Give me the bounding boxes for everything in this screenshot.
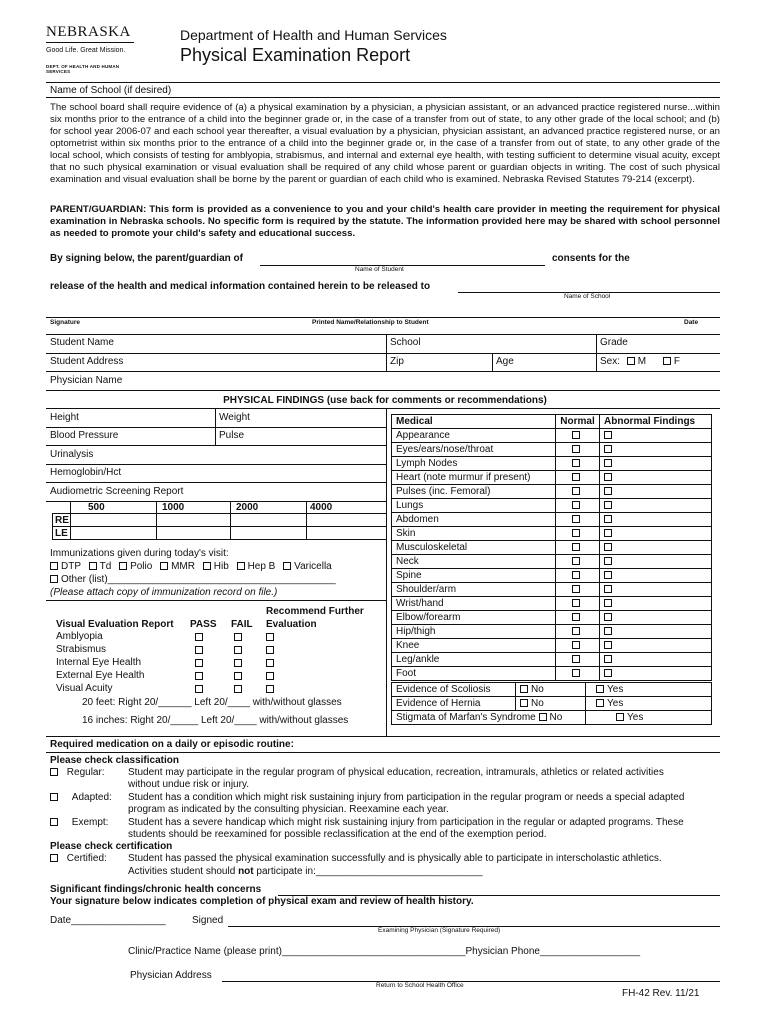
classification-title: Please check classification xyxy=(50,755,179,766)
normal-checkbox[interactable] xyxy=(572,585,580,593)
medical-row xyxy=(392,569,712,583)
visual-fail-checkbox[interactable] xyxy=(234,659,242,667)
student-address-field[interactable]: Student Address xyxy=(50,356,124,367)
scoliosis-no-checkbox[interactable] xyxy=(520,685,528,693)
physician-name-field[interactable]: Physician Name xyxy=(50,375,123,386)
medical-item-label: Knee xyxy=(392,639,556,653)
height-field[interactable]: Height xyxy=(50,412,79,423)
sex-field xyxy=(600,356,680,367)
freq-2000: 2000 xyxy=(236,502,259,513)
normal-checkbox[interactable] xyxy=(572,613,580,621)
normal-checkbox[interactable] xyxy=(572,655,580,663)
abnormal-checkbox[interactable] xyxy=(604,571,612,579)
visual-pass-checkbox[interactable] xyxy=(195,685,203,693)
adapted-text-1: Student has a condition which might risk sustaining injury from participation in the regular program or needs a special adapted xyxy=(128,792,685,803)
medical-item-label: Foot xyxy=(392,667,556,681)
abnormal-checkbox[interactable] xyxy=(604,431,612,439)
normal-checkbox[interactable] xyxy=(572,529,580,537)
normal-checkbox[interactable] xyxy=(572,571,580,579)
right-ear-label: RE xyxy=(55,515,69,526)
other-label: Other (list)_________________________________________ xyxy=(61,574,336,585)
visual-recommend-checkbox[interactable] xyxy=(266,659,274,667)
abnormal-checkbox[interactable] xyxy=(604,543,612,551)
abnormal-checkbox[interactable] xyxy=(604,473,612,481)
regular-checkbox[interactable] xyxy=(50,768,58,776)
printed-name-caption: Printed Name/Relationship to Student xyxy=(312,319,429,326)
visual-title: Visual Evaluation Report xyxy=(56,619,174,630)
abnormal-checkbox[interactable] xyxy=(604,655,612,663)
weight-field[interactable]: Weight xyxy=(219,412,250,423)
visual-recommend-checkbox[interactable] xyxy=(266,672,274,680)
hernia-no-label: No xyxy=(531,698,544,709)
intro-text: The school board shall require evidence of (a) a physical examination by a physician, a physician assistant, or an advanced practice registered nurse...within six months prior to the entrance of a child into the beginner grade or, in the case of a transfer from out of state, to any other grade of the local school; and (b) for school year 2006-07 and each school year thereafter, a visual evaluation by a physician, physician assistant, an advanced practice registered nurse, or an optometrist within six months prior to the entrance of a child into the beginner grade or, in the case of a transfer from out of state, to any other grade of the local school, which consists of testing for amblyopia, strabismus, and internal and external eye health, with testing sufficient to determine visual acuity, except that no such physical examination or visual evaluation shall be required of any child whose parent or guardian objects in writing. The cost of such physical examination and visual evaluation shall be borne by the parent or guardian of each child who is examined. Nebraska Revised Statutes 79-214 (excerpt). xyxy=(50,102,720,185)
mmr-label: MMR xyxy=(171,561,195,572)
abnormal-checkbox[interactable] xyxy=(604,459,612,467)
normal-checkbox[interactable] xyxy=(572,431,580,439)
normal-checkbox[interactable] xyxy=(572,599,580,607)
form-id: FH-42 Rev. 11/21 xyxy=(622,988,700,999)
exempt-text-1: Student has a severe handicap which might risk sustaining injury from participation in the regular or adapted programs. These xyxy=(128,817,684,828)
varicella-checkbox[interactable] xyxy=(283,562,291,570)
visual-fail-checkbox[interactable] xyxy=(234,672,242,680)
scoliosis-yes-label: Yes xyxy=(607,684,624,695)
hepb-label: Hep B xyxy=(247,561,276,572)
visual-pass-checkbox[interactable] xyxy=(195,659,203,667)
medical-row xyxy=(392,429,712,443)
conditions-table xyxy=(391,682,712,725)
medical-item-label: Musculoskeletal xyxy=(392,541,556,555)
medical-row xyxy=(392,611,712,625)
exempt-label: Exempt: xyxy=(71,817,109,828)
exempt-text-2: students should be reexamined for possible reclassification at the end of the exemption period. xyxy=(128,829,547,840)
freq-4000: 4000 xyxy=(310,502,333,513)
varicella-label: Varicella xyxy=(294,561,332,572)
visual-recommend-checkbox[interactable] xyxy=(266,633,274,641)
certified-text-2[interactable] xyxy=(128,866,483,877)
abnormal-checkbox[interactable] xyxy=(604,599,612,607)
marfan-yes-checkbox[interactable] xyxy=(616,713,624,721)
medical-row xyxy=(392,485,712,499)
hib-label: Hib xyxy=(213,561,229,572)
normal-checkbox[interactable] xyxy=(572,445,580,453)
normal-checkbox[interactable] xyxy=(572,557,580,565)
certified-text-1: Student has passed the physical examination successfully and is physically able to participate in interscholastic athletics. xyxy=(128,853,662,864)
immunizations-title: Immunizations given during today's visit: xyxy=(50,548,229,559)
logo-tagline: Good Life. Great Mission. xyxy=(46,47,126,54)
medical-item-label: Abdomen xyxy=(392,513,556,527)
normal-checkbox[interactable] xyxy=(572,459,580,467)
visual-pass-checkbox[interactable] xyxy=(195,672,203,680)
regular-option xyxy=(50,767,105,778)
medical-item-label: Pulses (inc. Femoral) xyxy=(392,485,556,499)
medical-row xyxy=(392,513,712,527)
page-title: Physical Examination Report xyxy=(180,45,411,65)
medical-item-label: Eyes/ears/nose/throat xyxy=(392,443,556,457)
sex-f-checkbox[interactable] xyxy=(663,357,671,365)
marfan-label: Stigmata of Marfan's Syndrome xyxy=(396,712,536,723)
normal-checkbox[interactable] xyxy=(572,501,580,509)
pass-header: PASS xyxy=(190,619,217,630)
logo xyxy=(46,24,142,74)
polio-label: Polio xyxy=(130,561,153,572)
visual-recommend-checkbox[interactable] xyxy=(266,685,274,693)
hernia-yes-label: Yes xyxy=(607,698,624,709)
abnormal-checkbox[interactable] xyxy=(604,557,612,565)
physician-address-line[interactable] xyxy=(222,981,720,982)
recommend-label-1: Recommend Further xyxy=(266,606,364,617)
internal-eye-label: Internal Eye Health xyxy=(56,657,142,668)
medical-table xyxy=(391,414,712,681)
visual-recommend-checkbox[interactable] xyxy=(266,646,274,654)
abnormal-checkbox[interactable] xyxy=(604,515,612,523)
medical-item-label: Neck xyxy=(392,555,556,569)
zip-field[interactable]: Zip xyxy=(390,356,404,367)
logo-dept: DEPT. OF HEALTH AND HUMAN SERVICES xyxy=(46,64,120,74)
normal-checkbox[interactable] xyxy=(572,515,580,523)
freq-1000: 1000 xyxy=(162,502,185,513)
certified-text-2b: not xyxy=(238,866,254,877)
medical-item-label: Lungs xyxy=(392,499,556,513)
marfan-no-checkbox[interactable] xyxy=(539,713,547,721)
medical-row xyxy=(392,653,712,667)
medical-header: Medical xyxy=(392,415,556,429)
td-label: Td xyxy=(99,561,112,572)
school-name-field[interactable]: Name of School (if desired) xyxy=(50,85,172,96)
sex-label: Sex: xyxy=(600,356,621,367)
exempt-option xyxy=(50,817,108,828)
blood-pressure-field[interactable]: Blood Pressure xyxy=(50,430,119,441)
visual-pass-checkbox[interactable] xyxy=(195,633,203,641)
freq-500: 500 xyxy=(88,502,105,513)
certification-title: Please check certification xyxy=(50,841,173,852)
findings-title: PHYSICAL FINDINGS (use back for comments or recommendations) xyxy=(223,395,547,406)
immunizations-list xyxy=(50,561,332,572)
recommend-label-2: Evaluation xyxy=(266,619,317,630)
medical-item-label: Spine xyxy=(392,569,556,583)
scoliosis-label: Evidence of Scoliosis xyxy=(392,683,516,697)
immunization-other xyxy=(50,574,336,585)
visual-fail-checkbox[interactable] xyxy=(234,633,242,641)
pulse-field[interactable]: Pulse xyxy=(219,430,245,441)
dtp-label: DTP xyxy=(61,561,81,572)
scoliosis-no-label: No xyxy=(531,684,544,695)
medical-item-label: Lymph Nodes xyxy=(392,457,556,471)
normal-checkbox[interactable] xyxy=(572,641,580,649)
normal-checkbox[interactable] xyxy=(572,627,580,635)
signed-label: Signed xyxy=(192,915,224,926)
certified-label: Certified: xyxy=(66,853,107,864)
signature-note: Your signature below indicates completion of physical exam and review of health history. xyxy=(50,896,474,907)
external-eye-label: External Eye Health xyxy=(56,670,145,681)
certified-text-2a: Activities student should xyxy=(128,866,239,877)
grade-field[interactable]: Grade xyxy=(600,337,628,348)
audiometric-title: Audiometric Screening Report xyxy=(50,486,184,497)
medical-row xyxy=(392,639,712,653)
visual-pass-checkbox[interactable] xyxy=(195,646,203,654)
age-field[interactable]: Age xyxy=(496,356,514,367)
normal-header: Normal xyxy=(556,415,600,429)
sex-f-label: F xyxy=(673,356,681,367)
name-of-student-caption: Name of Student xyxy=(355,266,404,273)
normal-checkbox[interactable] xyxy=(572,669,580,677)
medical-row xyxy=(392,597,712,611)
urinalysis-field[interactable]: Urinalysis xyxy=(50,449,94,460)
medical-item-label: Leg/ankle xyxy=(392,653,556,667)
adapted-checkbox[interactable] xyxy=(50,793,58,801)
normal-checkbox[interactable] xyxy=(572,543,580,551)
fail-header: FAIL xyxy=(231,619,253,630)
hemoglobin-field[interactable]: Hemoglobin/Hct xyxy=(50,467,122,478)
signature-caption: Signature xyxy=(50,319,80,326)
medical-row xyxy=(392,667,712,681)
consent-start: By signing below, the parent/guardian of xyxy=(50,253,243,264)
medical-row xyxy=(392,471,712,485)
normal-checkbox[interactable] xyxy=(572,473,580,481)
visual-fail-checkbox[interactable] xyxy=(234,685,242,693)
examining-physician-caption: Examining Physician (Signature Required) xyxy=(378,927,501,934)
immunization-note: (Please attach copy of immunization record on file.) xyxy=(50,587,278,598)
clinic-phone-field[interactable]: Clinic/Practice Name (please print)_________________________________Physician Phone__________________ xyxy=(128,946,641,957)
marfan-yes-label: Yes xyxy=(627,712,644,723)
normal-checkbox[interactable] xyxy=(572,487,580,495)
marfan-row xyxy=(392,711,586,725)
other-checkbox[interactable] xyxy=(50,575,58,583)
consent-end: consents for the xyxy=(552,253,630,264)
date-field[interactable]: Date_________________ xyxy=(50,915,166,926)
regular-label: Regular: xyxy=(66,767,105,778)
name-of-school-caption: Name of School xyxy=(564,293,611,300)
medical-item-label: Appearance xyxy=(392,429,556,443)
abnormal-checkbox[interactable] xyxy=(604,529,612,537)
medical-row xyxy=(392,625,712,639)
visual-fail-checkbox[interactable] xyxy=(234,646,242,654)
abnormal-checkbox[interactable] xyxy=(604,487,612,495)
abnormal-checkbox[interactable] xyxy=(604,501,612,509)
regular-text-1: Student may participate in the regular program of physical education, recreation, intramurals, athletics or related activities xyxy=(128,767,664,778)
certified-option xyxy=(50,853,107,864)
hib-checkbox[interactable] xyxy=(203,562,211,570)
student-name-field[interactable]: Student Name xyxy=(50,337,114,348)
acuity-16-inches[interactable]: 16 inches: Right 20/_____ Left 20/____ with/without glasses xyxy=(82,715,349,726)
school-field[interactable]: School xyxy=(390,337,421,348)
agency-name: Department of Health and Human Services xyxy=(180,27,447,43)
certified-text-2c: participate in:______________________________ xyxy=(253,866,483,877)
hernia-label: Evidence of Hernia xyxy=(392,697,516,711)
medical-row xyxy=(392,499,712,513)
sex-m-checkbox[interactable] xyxy=(627,357,635,365)
date-caption: Date xyxy=(684,319,699,326)
medical-row xyxy=(392,555,712,569)
acuity-20-feet[interactable]: 20 feet: Right 20/______ Left 20/____ with/without glasses xyxy=(82,697,342,708)
sex-m-label: M xyxy=(637,356,647,367)
abnormal-checkbox[interactable] xyxy=(604,585,612,593)
return-to-caption: Return to School Health Office xyxy=(376,982,464,989)
medical-row xyxy=(392,541,712,555)
medical-item-label: Skin xyxy=(392,527,556,541)
medical-row xyxy=(392,583,712,597)
scoliosis-yes-checkbox[interactable] xyxy=(596,685,604,693)
hepb-checkbox[interactable] xyxy=(237,562,245,570)
marfan-no-label: No xyxy=(549,712,563,723)
medical-item-label: Hip/thigh xyxy=(392,625,556,639)
consent-line1 xyxy=(50,253,243,264)
certified-checkbox[interactable] xyxy=(50,854,58,862)
logo-word: NEBRASKA xyxy=(46,24,134,43)
medical-item-label: Heart (note murmur if present) xyxy=(392,471,556,485)
polio-checkbox[interactable] xyxy=(119,562,127,570)
adapted-text-2: program as indicated by the consulting physician. Reexamine each year. xyxy=(128,804,449,815)
hernia-no-checkbox[interactable] xyxy=(520,699,528,707)
adapted-label: Adapted: xyxy=(71,792,112,803)
amblyopia-label: Amblyopia xyxy=(56,631,103,642)
mmr-checkbox[interactable] xyxy=(160,562,168,570)
dtp-checkbox[interactable] xyxy=(50,562,58,570)
left-ear-label: LE xyxy=(55,528,68,539)
abnormal-checkbox[interactable] xyxy=(604,627,612,635)
adapted-option xyxy=(50,792,112,803)
medical-row xyxy=(392,527,712,541)
parent-notice: PARENT/GUARDIAN: This form is provided as a convenience to you and your child's health care provider in meeting the requirement for physical examination in Nebraska schools. No specific form is required by the statute. The information provided here may be shared with school personnel as needed to promote your child's safety and educational success. xyxy=(50,204,720,239)
physician-address-label: Physician Address xyxy=(130,970,212,981)
abnormal-checkbox[interactable] xyxy=(604,613,612,621)
hernia-yes-checkbox[interactable] xyxy=(596,699,604,707)
strabismus-label: Strabismus xyxy=(56,644,107,655)
medical-item-label: Wrist/hand xyxy=(392,597,556,611)
abnormal-checkbox[interactable] xyxy=(604,445,612,453)
abnormal-checkbox[interactable] xyxy=(604,641,612,649)
abnormal-checkbox[interactable] xyxy=(604,669,612,677)
td-checkbox[interactable] xyxy=(89,562,97,570)
medical-item-label: Elbow/forearm xyxy=(392,611,556,625)
medication-field[interactable]: Required medication on a daily or episodic routine: xyxy=(50,739,294,750)
exempt-checkbox[interactable] xyxy=(50,818,58,826)
medical-row xyxy=(392,457,712,471)
visual-acuity-label: Visual Acuity xyxy=(56,683,113,694)
signature-line[interactable] xyxy=(46,317,720,318)
consent-line2: release of the health and medical information contained herein to be released to xyxy=(50,281,431,292)
abnormal-header: Abnormal Findings xyxy=(600,415,712,429)
regular-text-2: without undue risk or injury. xyxy=(128,779,249,790)
medical-item-label: Shoulder/arm xyxy=(392,583,556,597)
significant-findings-label: Significant findings/chronic health concerns xyxy=(50,884,262,895)
medical-row xyxy=(392,443,712,457)
